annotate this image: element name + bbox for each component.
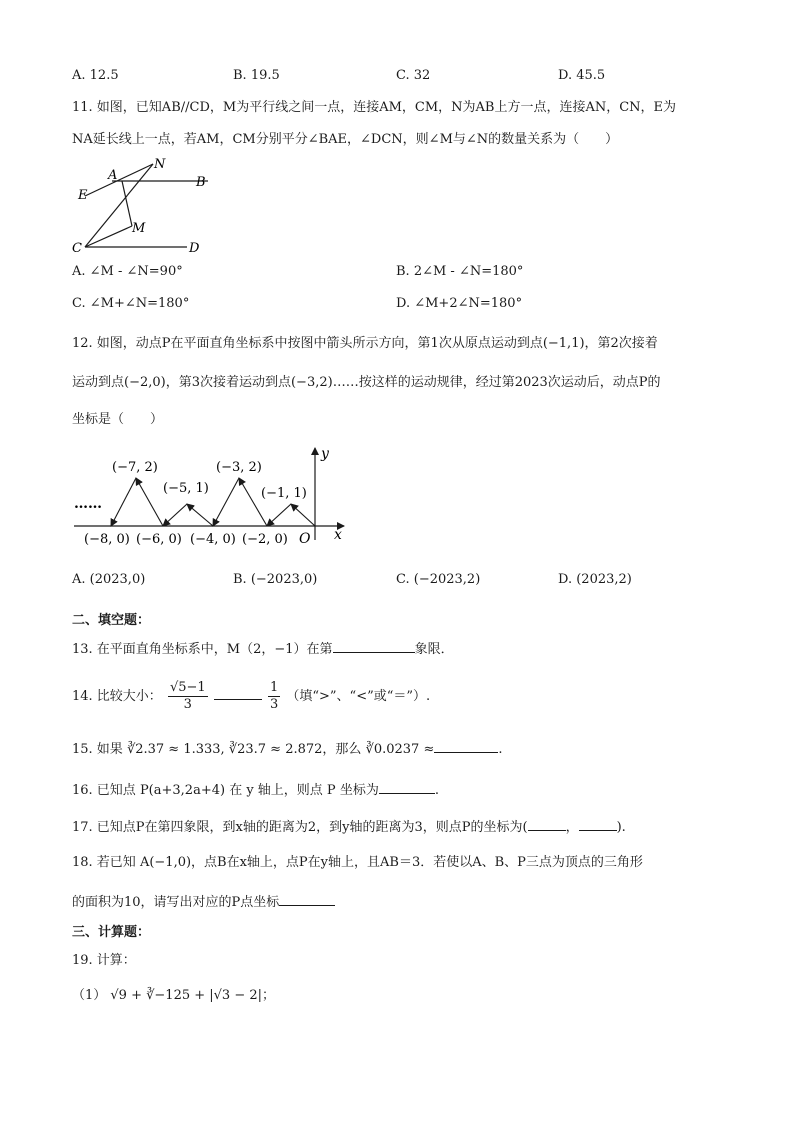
q15-suffix: . [498,742,503,757]
q11-label-m: M [132,221,146,236]
q12-line2: 运动到点(−2,0)，第3次接着运动到点(−3,2)……按这样的运动规律，经过第2023次运动后，动点P的 [72,375,661,390]
q12-line1: 12. 如图，动点P在平面直角坐标系中按图中箭头所示方向，第1次从原点运动到点(−1,1)，第2次接着 [72,336,658,351]
section-calculation-title: 三、计算题： [72,925,151,940]
q11-option-c: C. ∠M+∠N=180° [72,296,190,311]
q17-blank-y[interactable] [579,816,617,831]
q11-line1: 11. 如图，已知AB//CD，M为平行线之间一点，连接AM，CM，N为AB上方一点，连接AN，CN，E为 [72,100,677,115]
q14-fraction-1 [168,680,208,713]
q12-label-m4-0: (−4, 0) [190,532,236,547]
q10-option-a: A. 12.5 [72,68,119,83]
q12-label-m6-0: (−6, 0) [136,532,182,547]
q12-label-m7-2: (−7, 2) [112,460,158,475]
q19-title: 19. 计算： [72,953,136,968]
q18-line2 [72,891,335,913]
q10-option-d: D. 45.5 [558,68,606,83]
q16 [72,779,439,801]
q12-figure [68,440,358,552]
q16-blank[interactable] [379,779,435,794]
q11-option-b: B. 2∠M - ∠N=180° [396,264,524,279]
q14-frac1-denominator: 3 [183,697,192,712]
q11-line2: NA延长线上一点，若AM，CM分别平分∠BAE，∠DCN，则∠M与∠N的数量关系为（ ） [72,132,619,147]
q12-option-c: C. (−2023,2) [396,572,481,587]
q12-label-m8-0: (−8, 0) [84,532,130,547]
q12-y-axis-label: y [321,446,329,462]
q12-option-a: A. (2023,0) [72,572,146,587]
q11-label-a: A [108,168,118,183]
q17-suffix: ). [616,820,626,835]
q14-frac2-denominator: 3 [269,697,279,712]
q14-blank[interactable] [214,685,262,700]
q14-frac1-numerator: √5−1 [169,680,206,695]
q10-option-b: B. 19.5 [233,68,280,83]
q12-x-axis-label: x [334,527,342,543]
q19-part1: （1） √9 + ∛−125 + |√3 − 2|； [72,988,276,1003]
q12-label-m5-1: (−5, 1) [163,481,209,496]
q11-option-a: A. ∠M - ∠N=90° [72,264,183,279]
q17 [72,816,626,838]
q12-label-m1-1: (−1, 1) [261,486,307,501]
q18-line2-text: 的面积为10，请写出对应的P点坐标 [72,895,280,910]
q15-blank[interactable] [434,738,498,753]
q11-label-d: D [189,241,200,256]
q12-label-m3-2: (−3, 2) [216,460,262,475]
q11-option-d: D. ∠M+2∠N=180° [396,296,523,311]
q12-line3: 坐标是（ ） [72,412,164,427]
q12-dots: …… [74,496,102,512]
q13 [72,638,454,660]
q11-label-n: N [154,157,166,172]
q12-option-b: B. (−2023,0) [233,572,318,587]
q15-prefix: 15. 如果 ∛2.37 ≈ 1.333, ∛23.7 ≈ 2.872，那么 ∛0.0237 ≈ [72,742,435,757]
q14-fraction-2 [268,680,280,713]
q11-figure [70,156,240,256]
q13-suffix: 象限． [414,642,454,657]
q17-prefix: 17. 已知点P在第四象限，到x轴的距离为2，到y轴的距离为3，则点P的坐标为( [72,820,528,835]
q14 [72,680,430,713]
q18-blank[interactable] [279,891,335,906]
q16-suffix: . [434,783,439,798]
q17-blank-x[interactable] [528,816,566,831]
q14-prefix: 14. 比较大小： [72,689,162,704]
q13-prefix: 13. 在平面直角坐标系中，M（2，−1）在第 [72,642,333,657]
q10-option-c: C. 32 [396,68,431,83]
q16-prefix: 16. 已知点 P(a+3,2a+4) 在 y 轴上，则点 P 坐标为 [72,783,379,798]
q12-option-d: D. (2023,2) [558,572,632,587]
q12-label-m2-0: (−2, 0) [242,532,288,547]
q15 [72,738,502,760]
q11-label-c: C [72,241,82,256]
q12-origin-label: O [299,531,311,547]
q14-suffix: （填“>”、“<”或“＝”）. [286,689,431,704]
q14-frac2-numerator: 1 [269,680,279,695]
q11-label-e: E [78,188,88,203]
q11-label-b: B [196,175,206,190]
q13-blank[interactable] [333,638,415,653]
section-fill-in-title: 二、填空题： [72,613,151,628]
q17-middle: ， [565,820,579,835]
q18-line1: 18. 若已知 A(−1,0)，点B在x轴上，点P在y轴上，且AB＝3．若使以A、B、P三点为顶点的三角形 [72,855,643,870]
